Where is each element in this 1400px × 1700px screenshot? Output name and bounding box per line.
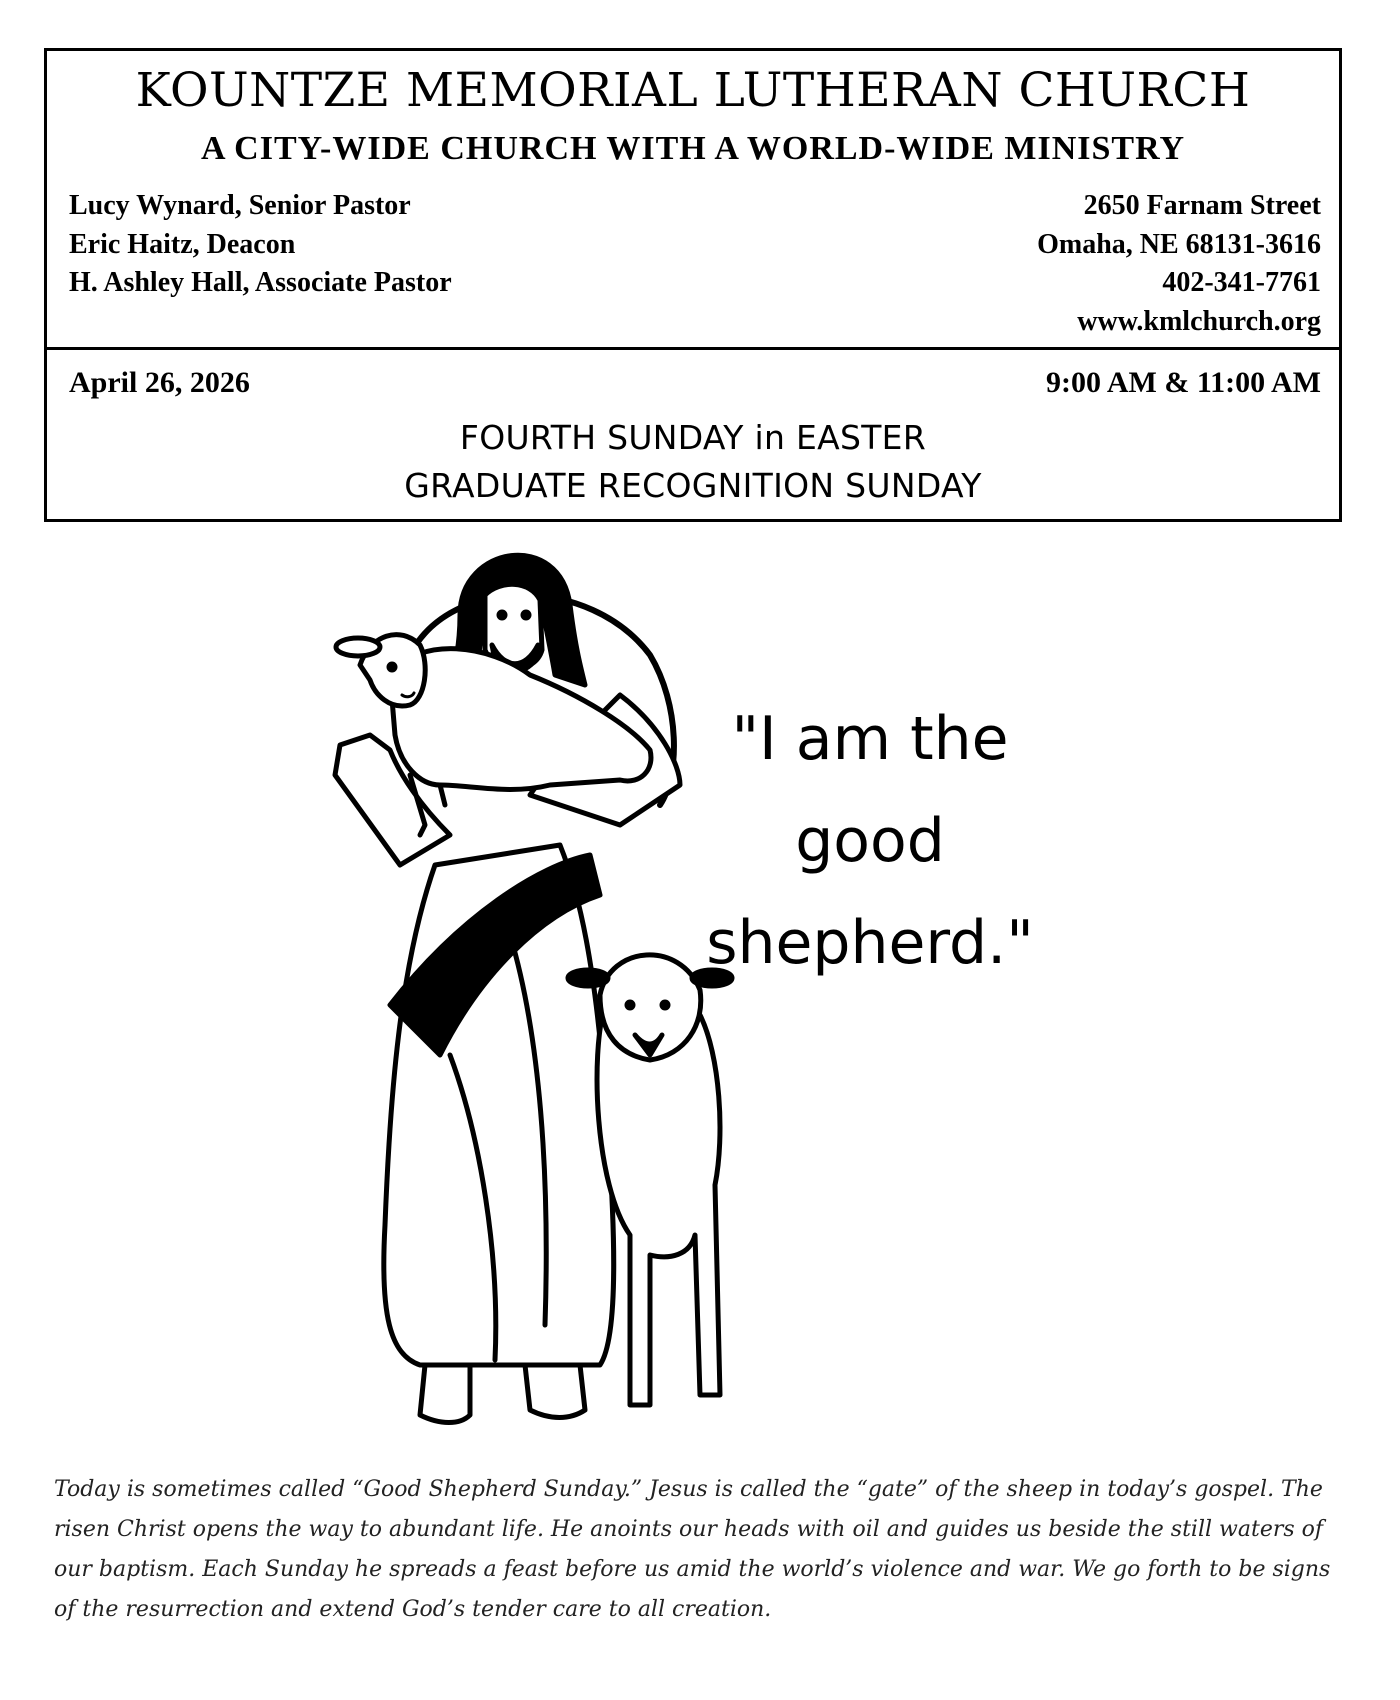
church-name: KOUNTZE MEMORIAL LUTHERAN CHURCH bbox=[135, 63, 1251, 118]
sheep-body bbox=[597, 1005, 720, 1405]
staff-senior-pastor: Lucy Wynard, Senior Pastor bbox=[69, 190, 411, 221]
staff-associate-pastor: H. Ashley Hall, Associate Pastor bbox=[69, 267, 452, 298]
address-street: 2650 Farnam Street bbox=[1083, 190, 1321, 221]
service-date: April 26, 2026 bbox=[69, 366, 250, 399]
church-tagline: A CITY-WIDE CHURCH WITH A WORLD-WIDE MINISTRY bbox=[200, 130, 1186, 167]
staff-list bbox=[69, 187, 452, 303]
service-times: 9:00 AM & 11:00 AM bbox=[1046, 366, 1321, 399]
address-phone: 402-341-7761 bbox=[1162, 267, 1321, 298]
sunday-subtitle: GRADUATE RECOGNITION SUNDAY bbox=[404, 466, 982, 505]
address-website: www.kmlchurch.org bbox=[1077, 305, 1321, 337]
service-info-box bbox=[44, 350, 1342, 522]
feet-shape bbox=[420, 1365, 585, 1423]
sunday-description: Today is sometimes called “Good Shepherd Sunday.” Jesus is called the “gate” of the sheep in today’s gospel. The risen Christ opens the way to abundant life. He anoints our heads with oil and guides us beside the still waters of our baptism. Each Sunday he spreads a feast before us amid the world’s violence and war. We go forth to be signs of the resurrection and extend God’s tender care to all creation. bbox=[54, 1477, 1331, 1622]
quote-line-3: shepherd." bbox=[706, 908, 1034, 978]
sunday-title: FOURTH SUNDAY in EASTER bbox=[459, 418, 927, 457]
address-city: Omaha, NE 68131-3616 bbox=[1037, 228, 1321, 260]
church-header bbox=[44, 48, 1342, 350]
quote-line-2: good bbox=[795, 806, 945, 876]
shepherd-quote bbox=[670, 688, 1070, 994]
quote-line-1: "I am the bbox=[731, 704, 1009, 774]
church-address bbox=[1037, 187, 1321, 341]
staff-deacon: Eric Haitz, Deacon bbox=[69, 228, 296, 260]
lamb-body bbox=[390, 649, 651, 790]
good-shepherd-illustration bbox=[330, 535, 790, 1455]
